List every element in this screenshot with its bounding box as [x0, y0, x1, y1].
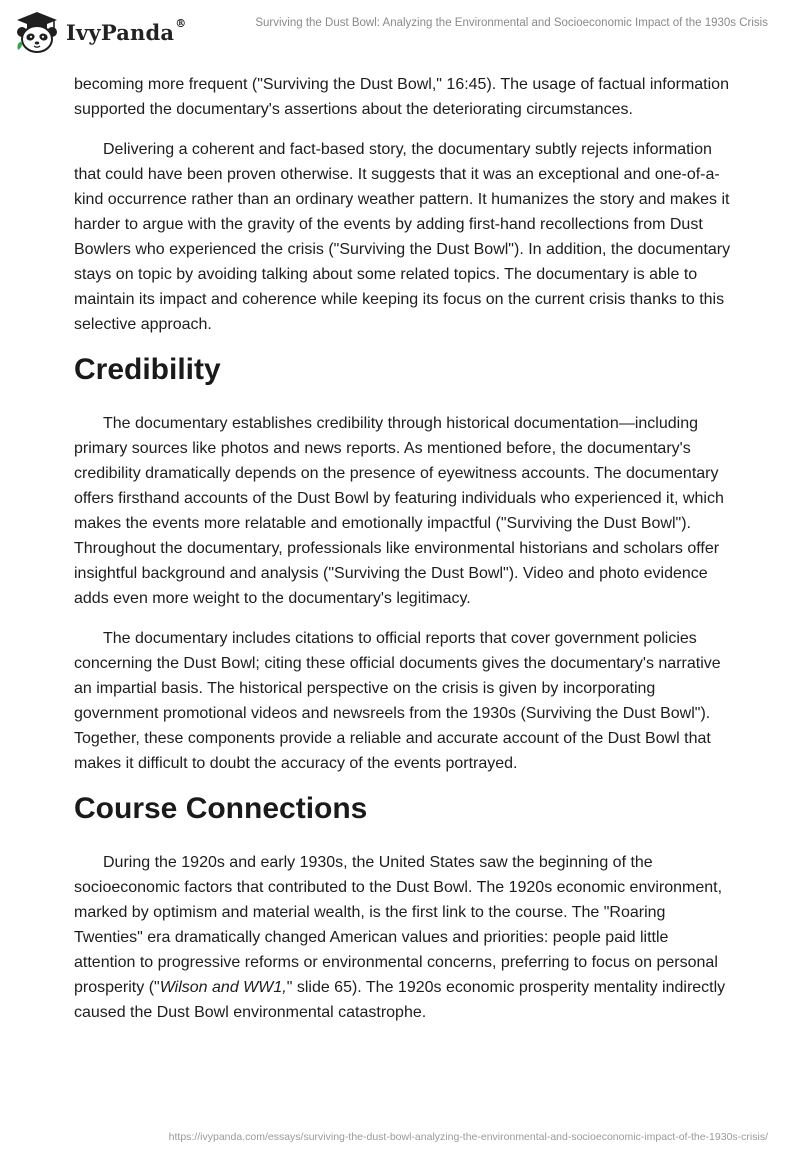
document-title: Surviving the Dust Bowl: Analyzing the Environmental and Socioeconomic Impact of the 1930s Crisis [255, 17, 768, 29]
section-heading-credibility: Credibility [74, 353, 221, 386]
ivypanda-logo[interactable] [14, 10, 186, 54]
paragraph: becoming more frequent ("Surviving the Dust Bowl," 16:45). The usage of factual information supported the documentary's assertions about the deteriorating circumstances. [74, 76, 729, 118]
paragraph: Delivering a coherent and fact-based story, the documentary subtly rejects information that could have been proven otherwise. It suggests that it was an exceptional and one-of-a-kind occurrence rather than an ordinary weather pattern. It humanizes the story and makes it harder to argue with the gravity of the events by adding first-hand recollections from Dust Bowlers who experienced the crisis ("Surviving the Dust Bowl"). In addition, the documentary stays on topic by avoiding talking about some related topics. The documentary is able to maintain its impact and coherence while keeping its focus on the current crisis thanks to this selective approach. [74, 141, 731, 333]
section-heading-course-connections: Course Connections [74, 792, 368, 825]
panda-graduation-cap-icon [14, 10, 60, 54]
page-header [0, 0, 800, 62]
brand-name: IvyPanda® [66, 16, 187, 45]
paragraph: During the 1920s and early 1930s, the United States saw the beginning of the socioeconomic factors that contributed to the Dust Bowl. The 1920s economic environment, marked by optimism and material wealth, is the first link to the course. The "Roaring Twenties" era dramatically changed American values and priorities: people paid little attention to progressive reforms or environmental concerns, preferring to focus on personal prosperity ("Wilson and WW1," slide 65). The 1920s economic prosperity mentality indirectly caused the Dust Bowl environmental catastrophe. [74, 854, 726, 1021]
paragraph: The documentary establishes credibility through historical documentation—including primary sources like photos and news reports. As mentioned before, the documentary's credibility dramatically depends on the presence of eyewitness accounts. The documentary offers firsthand accounts of the Dust Bowl by featuring individuals who experienced it, which makes the events more relatable and emotionally impactful ("Surviving the Dust Bowl"). Throughout the documentary, professionals like environmental historians and scholars offer insightful background and analysis ("Surviving the Dust Bowl"). Video and photo evidence adds even more weight to the documentary's legitimacy. [74, 415, 724, 607]
paragraph: The documentary includes citations to official reports that cover government policies concerning the Dust Bowl; citing these official documents gives the documentary's narrative an impartial basis. The historical perspective on the crisis is given by incorporating government promotional videos and newsreels from the 1930s (Surviving the Dust Bowl"). Together, these components provide a reliable and accurate account of the Dust Bowl that makes it difficult to doubt the accuracy of the events portrayed. [74, 630, 721, 772]
source-url[interactable]: https://ivypanda.com/essays/surviving-the-dust-bowl-analyzing-the-environmental-and-socioeconomic-impact-of-the-1930s-crisis/ [168, 1131, 768, 1143]
essay-body [74, 72, 734, 1040]
